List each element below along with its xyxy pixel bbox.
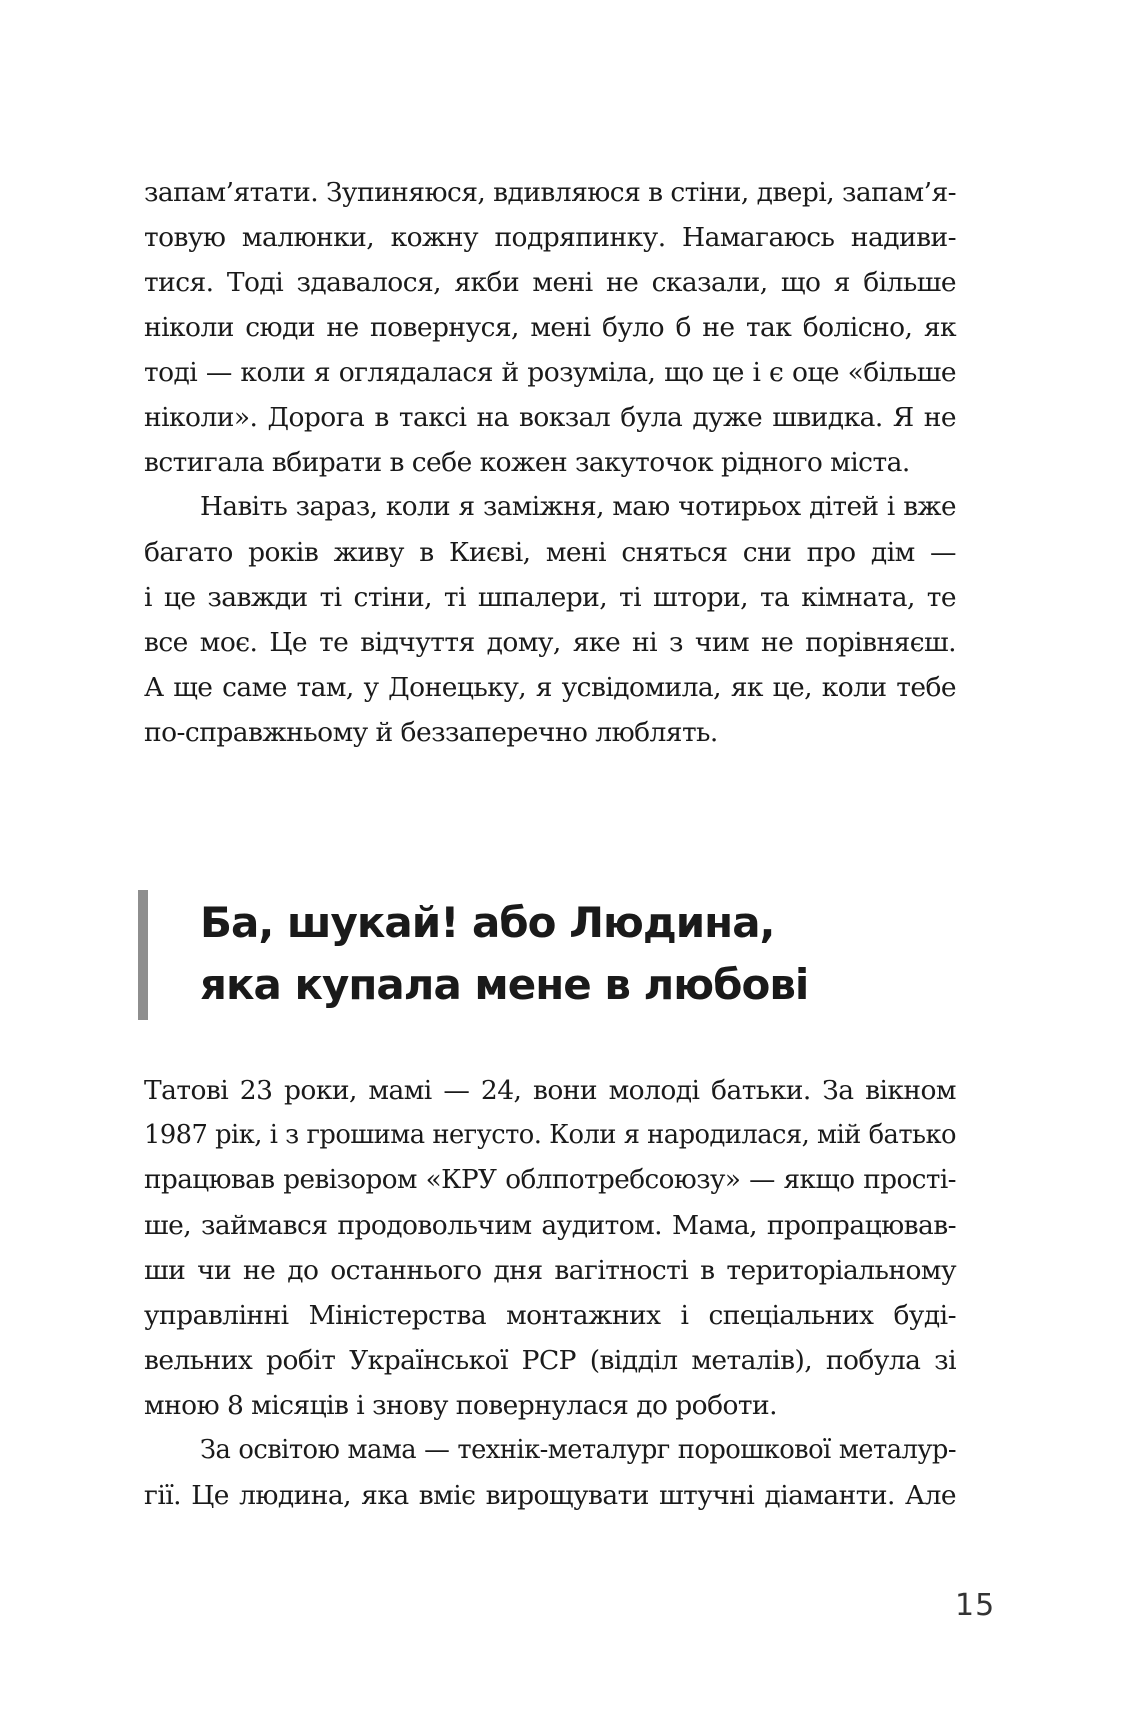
- text-line: Навіть зараз, коли я заміжня, маю чотирьох дітей і вже: [200, 492, 956, 522]
- text-line: все моє. Це те відчуття дому, яке ні з чим не порівняєш.: [144, 627, 956, 658]
- text-line: ніколи». Дорога в таксі на вокзал була дуже швидка. Я не: [144, 402, 956, 433]
- text-line: Татові 23 роки, мамі — 24, вони молоді батьки. За вікном: [144, 1075, 956, 1106]
- heading-accent-bar: [138, 890, 148, 1020]
- text-line: управлінні Міністерства монтажних і спеціальних буді-: [144, 1300, 956, 1331]
- text-line: товую малюнки, кожну подряпинку. Намагаюсь надиви-: [144, 222, 956, 253]
- text-line: тоді — коли я оглядалася й розуміла, що це і є оце «більше: [144, 357, 956, 388]
- text-line: За освітою мама — технік-металург порошкової металур-: [200, 1435, 956, 1465]
- bottom-text-block: [144, 1068, 956, 1518]
- text-line: ніколи сюди не повернуся, мені було б не так болісно, як: [144, 312, 956, 343]
- text-line: 1987 рік, і з грошима негусто. Коли я народилася, мій батько: [144, 1120, 956, 1150]
- text-line: гії. Це людина, яка вміє вирощувати штучні діаманти. Але: [144, 1480, 956, 1511]
- text-line: і це завжди ті стіни, ті шпалери, ті штори, та кімната, те: [144, 582, 956, 613]
- heading-line-2: яка купала мене в любові: [200, 960, 809, 1009]
- text-line: ши чи не до останнього дня вагітності в територіальному: [144, 1255, 956, 1286]
- text-line: А ще саме там, у Донецьку, я усвідомила, як це, коли тебе: [144, 672, 956, 703]
- text-line: багато років живу в Києві, мені сняться сни про дім —: [144, 537, 956, 568]
- heading-line-1: Ба, шукай! або Людина,: [200, 898, 775, 947]
- text-line: ше, займався продовольчим аудитом. Мама, пропрацював-: [144, 1210, 956, 1241]
- text-line: вельних робіт Української РСР (відділ металів), побула зі: [144, 1345, 956, 1376]
- text-line: по-справжньому й беззаперечно люблять.: [144, 717, 718, 748]
- text-line: працював ревізором «КРУ облпотребсоюзу» — якщо прості-: [144, 1165, 956, 1195]
- top-text-block: [144, 170, 956, 755]
- page-number: 15: [955, 1588, 996, 1623]
- text-line: запам’ятати. Зупиняюся, вдивляюся в стіни, двері, запам’я-: [144, 177, 957, 208]
- text-line: мною 8 місяців і знову повернулася до роботи.: [144, 1390, 777, 1421]
- heading-title: [200, 892, 808, 1016]
- text-line: тися. Тоді здавалося, якби мені не сказали, що я більше: [144, 267, 956, 298]
- text-line: встигала вбирати в себе кожен закуточок рідного міста.: [144, 447, 910, 478]
